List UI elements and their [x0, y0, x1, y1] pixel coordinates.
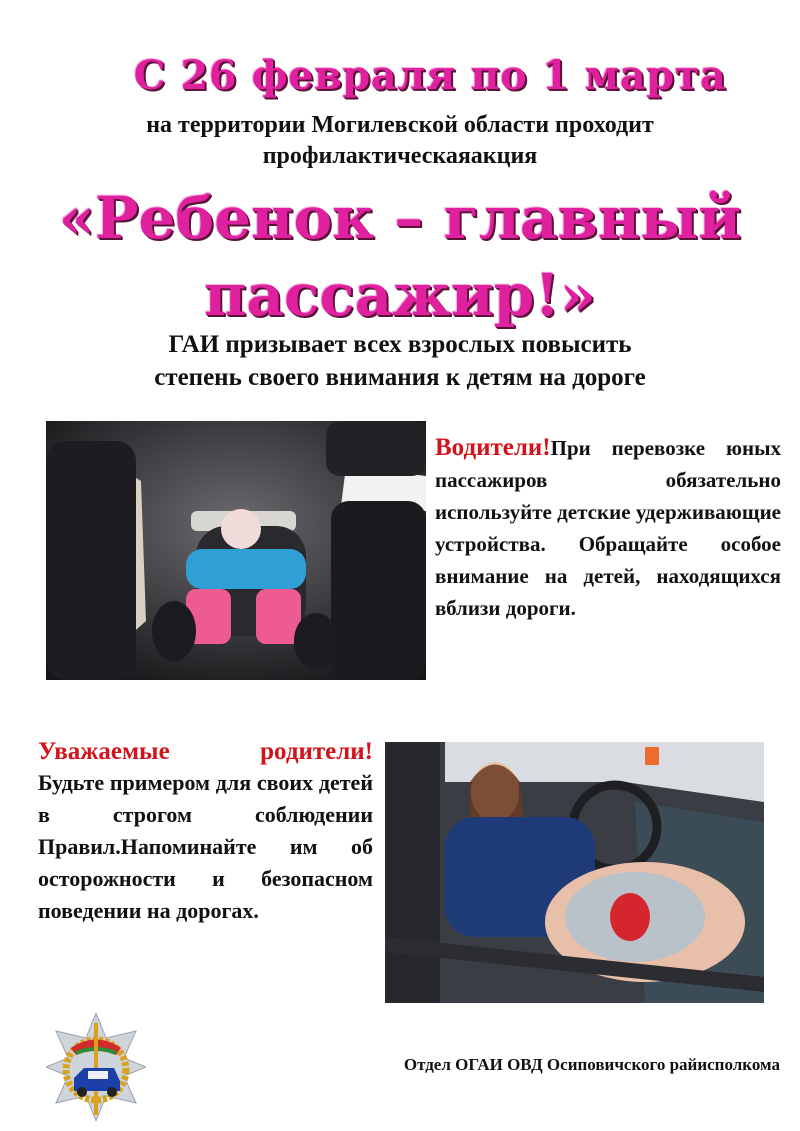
parents-text: Будьте примером для своих детей в строгом соблюдении Правил.Напоминайте им об осторожности и безопасном поведении на дорогах.	[38, 770, 373, 923]
subtitle-line-1: на территории Могилевской области проходит	[146, 112, 654, 138]
appeal-line-1: ГАИ призывает всех взрослых повысить	[168, 331, 632, 358]
mother-driving-with-infant-photo	[385, 742, 764, 1003]
campaign-title-line-1: «Ребенок – главный	[58, 184, 742, 252]
parents-heading: Уважаемые родители!	[38, 738, 373, 765]
child-in-car-seat-photo	[46, 421, 426, 680]
drivers-heading: Водители!	[435, 434, 551, 461]
drivers-text: При перевозке юных пассажиров обязательно используйте детские удерживающие устройства. Обращайте особое внимание на детей, находящихся вблизи дороги.	[435, 436, 781, 620]
campaign-title-line-2: пассажир!»	[203, 261, 597, 329]
drivers-text-block	[435, 432, 781, 624]
parents-text-block	[38, 737, 373, 927]
date-range-title: С 26 февраля по 1 марта	[133, 52, 727, 99]
gai-emblem-logo	[46, 1013, 146, 1121]
subtitle-line-2: профилактическаяакция	[262, 143, 538, 169]
footer-organization: Отдел ОГАИ ОВД Осиповичского райисполкома	[403, 1055, 780, 1074]
appeal-line-2: степень своего внимания к детям на дороге	[154, 364, 646, 391]
